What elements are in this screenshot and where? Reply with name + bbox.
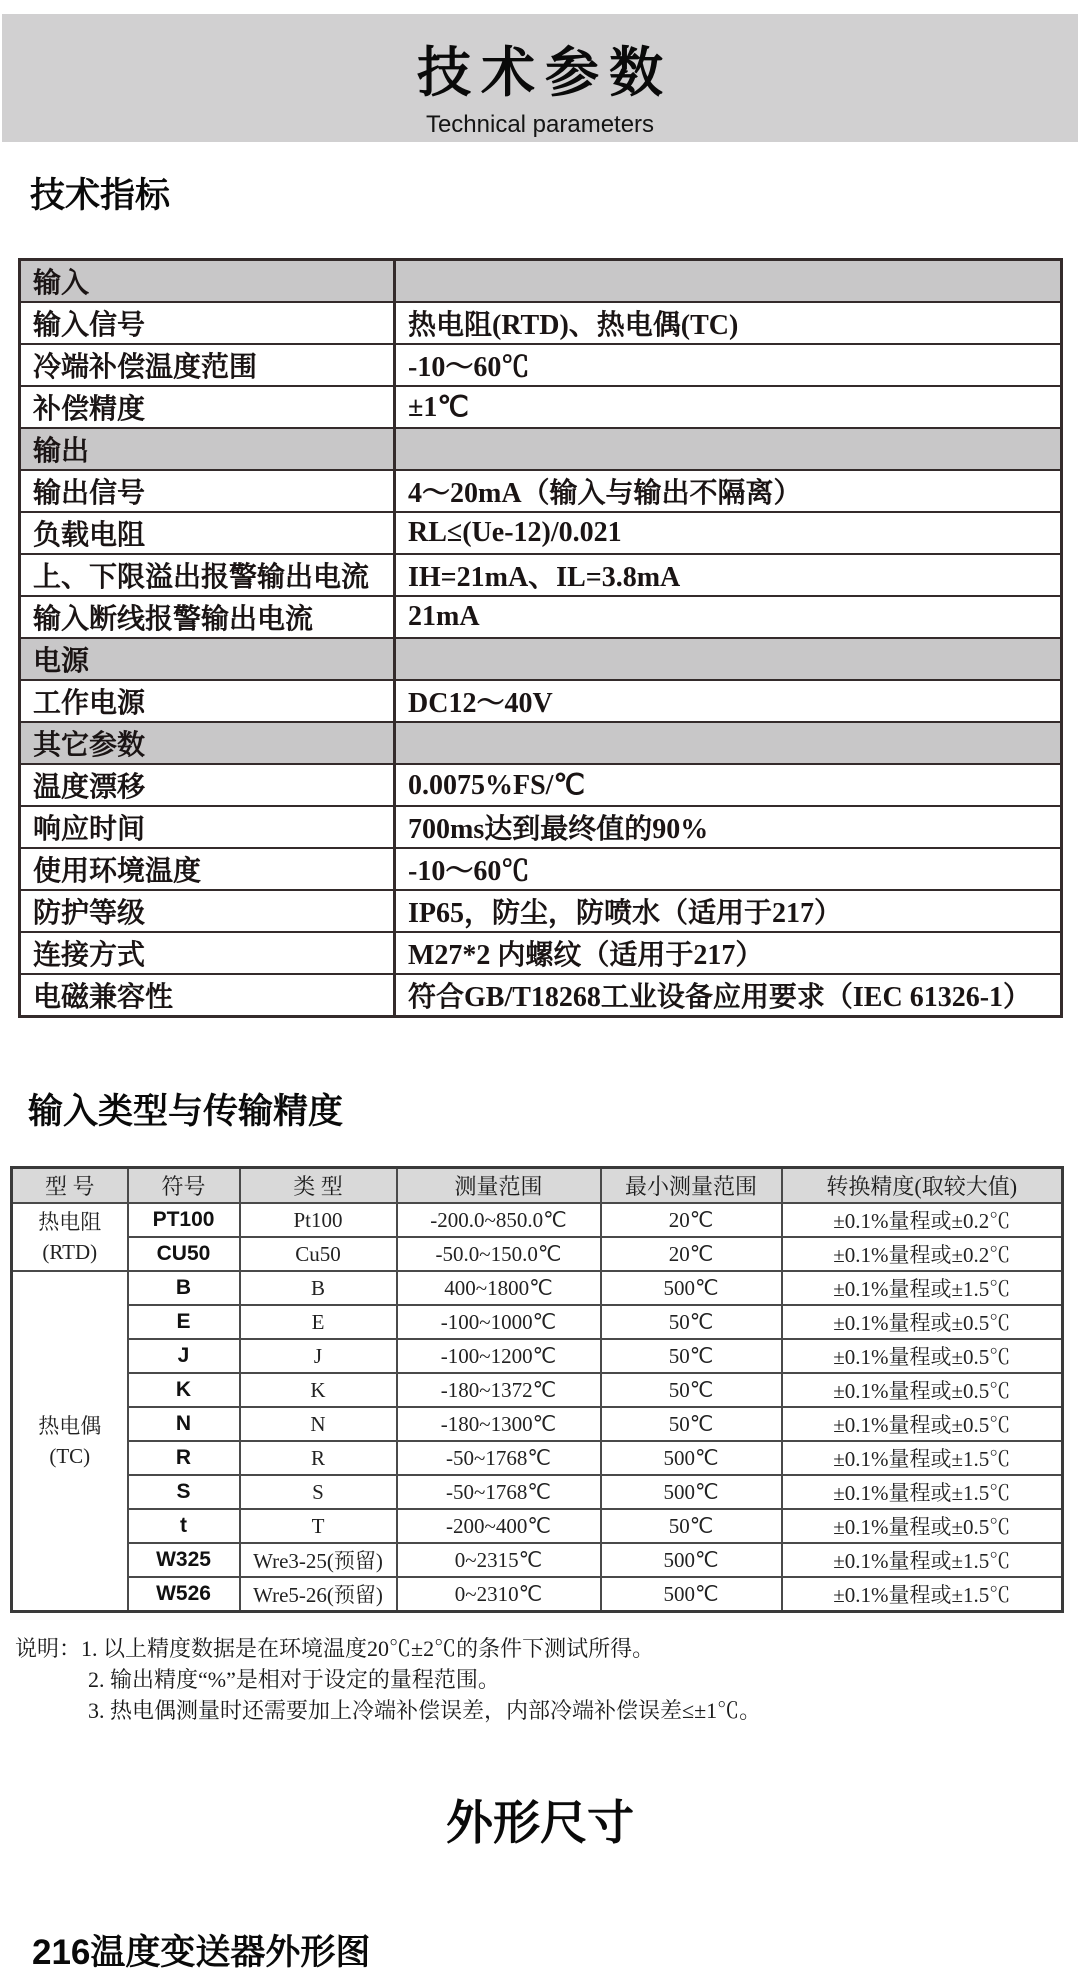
spec-section-row <box>20 428 1062 470</box>
input-accuracy: ±0.1%量程或±1.5℃ <box>782 1271 1063 1305</box>
input-row <box>12 1509 1063 1543</box>
spec-label: 补偿精度 <box>20 386 395 428</box>
spec-section-row <box>20 260 1062 303</box>
spec-label: 上、下限溢出报警输出电流 <box>20 554 395 596</box>
input-table-body <box>12 1203 1063 1612</box>
spec-row <box>20 890 1062 932</box>
input-kind: T <box>240 1509 397 1543</box>
input-min-range: 500℃ <box>601 1441 782 1475</box>
input-row <box>12 1237 1063 1271</box>
input-range: -100~1000℃ <box>397 1305 601 1339</box>
spec-label: 负载电阻 <box>20 512 395 554</box>
spec-label: 温度漂移 <box>20 764 395 806</box>
input-accuracy: ±0.1%量程或±1.5℃ <box>782 1577 1063 1612</box>
input-range: -100~1200℃ <box>397 1339 601 1373</box>
input-symbol: W526 <box>128 1577 240 1612</box>
spec-value: 热电阻(RTD)、热电偶(TC) <box>395 302 1062 344</box>
spec-label: 冷端补偿温度范围 <box>20 344 395 386</box>
input-min-range: 20℃ <box>601 1237 782 1271</box>
input-column-header: 类 型 <box>240 1168 397 1204</box>
spec-label: 其它参数 <box>20 722 395 764</box>
input-range: -180~1300℃ <box>397 1407 601 1441</box>
input-min-range: 50℃ <box>601 1305 782 1339</box>
input-kind: S <box>240 1475 397 1509</box>
input-min-range: 500℃ <box>601 1271 782 1305</box>
input-accuracy: ±0.1%量程或±1.5℃ <box>782 1475 1063 1509</box>
input-accuracy: ±0.1%量程或±0.5℃ <box>782 1407 1063 1441</box>
input-table-header-row <box>12 1168 1063 1204</box>
input-min-range: 50℃ <box>601 1407 782 1441</box>
spec-row <box>20 344 1062 386</box>
input-symbol: B <box>128 1271 240 1305</box>
spec-row <box>20 596 1062 638</box>
note-line: 2. 输出精度“%”是相对于设定的量程范围。 <box>88 1667 500 1692</box>
input-accuracy: ±0.1%量程或±1.5℃ <box>782 1441 1063 1475</box>
input-row <box>12 1407 1063 1441</box>
input-row <box>12 1441 1063 1475</box>
notes <box>15 1633 1080 1726</box>
spec-value <box>395 260 1062 303</box>
input-range: 0~2315℃ <box>397 1543 601 1577</box>
input-min-range: 50℃ <box>601 1373 782 1407</box>
input-symbol: J <box>128 1339 240 1373</box>
input-column-header: 最小测量范围 <box>601 1168 782 1204</box>
input-accuracy: ±0.1%量程或±1.5℃ <box>782 1543 1063 1577</box>
input-range: 0~2310℃ <box>397 1577 601 1612</box>
input-range: -50~1768℃ <box>397 1475 601 1509</box>
spec-label: 输入 <box>20 260 395 303</box>
input-symbol: CU50 <box>128 1237 240 1271</box>
input-symbol: W325 <box>128 1543 240 1577</box>
input-kind: N <box>240 1407 397 1441</box>
input-symbol: K <box>128 1373 240 1407</box>
input-range: 400~1800℃ <box>397 1271 601 1305</box>
spec-value: RL≤(Ue-12)/0.021 <box>395 512 1062 554</box>
input-min-range: 500℃ <box>601 1475 782 1509</box>
input-column-header: 符号 <box>128 1168 240 1204</box>
input-kind: R <box>240 1441 397 1475</box>
spec-row <box>20 512 1062 554</box>
spec-label: 连接方式 <box>20 932 395 974</box>
spec-label: 工作电源 <box>20 680 395 722</box>
tech-specs-heading: 技术指标 <box>30 176 171 215</box>
input-row <box>12 1271 1063 1305</box>
input-symbol: S <box>128 1475 240 1509</box>
spec-row <box>20 386 1062 428</box>
input-row <box>12 1203 1063 1237</box>
spec-value: 0.0075%FS/℃ <box>395 764 1062 806</box>
input-row <box>12 1577 1063 1612</box>
input-group-label: 热电阻 (RTD) <box>12 1203 128 1271</box>
spec-value: IH=21mA、IL=3.8mA <box>395 554 1062 596</box>
input-range: -200.0~850.0℃ <box>397 1203 601 1237</box>
input-symbol: E <box>128 1305 240 1339</box>
spec-value: 符合GB/T18268工业设备应用要求（IEC 61326-1） <box>395 974 1062 1017</box>
input-accuracy: ±0.1%量程或±0.2℃ <box>782 1203 1063 1237</box>
spec-label: 电磁兼容性 <box>20 974 395 1017</box>
input-row <box>12 1373 1063 1407</box>
note-line: 3. 热电偶测量时还需要加上冷端补偿误差，内部冷端补偿误差≤±1℃。 <box>88 1698 762 1723</box>
input-min-range: 50℃ <box>601 1509 782 1543</box>
dimensions-heading: 外形尺寸 <box>446 1796 634 1849</box>
page-title: 技术参数 <box>417 43 673 103</box>
input-kind: B <box>240 1271 397 1305</box>
input-types-heading: 输入类型与传输精度 <box>28 1092 344 1131</box>
spec-row <box>20 932 1062 974</box>
spec-row <box>20 470 1062 512</box>
input-kind: E <box>240 1305 397 1339</box>
note-line: 说明：1. 以上精度数据是在环境温度20℃±2℃的条件下测试所得。 <box>15 1636 655 1661</box>
spec-label: 输出信号 <box>20 470 395 512</box>
input-accuracy: ±0.1%量程或±0.5℃ <box>782 1509 1063 1543</box>
spec-value: -10～60℃ <box>395 344 1062 386</box>
input-group-label: 热电偶 (TC) <box>12 1271 128 1612</box>
input-kind: K <box>240 1373 397 1407</box>
spec-row <box>20 806 1062 848</box>
spec-value: DC12～40V <box>395 680 1062 722</box>
spec-value <box>395 428 1062 470</box>
input-kind: Wre5-26(预留) <box>240 1577 397 1612</box>
input-range: -200~400℃ <box>397 1509 601 1543</box>
notes-prefix: 说明： <box>15 1636 82 1661</box>
input-row <box>12 1339 1063 1373</box>
spec-row <box>20 764 1062 806</box>
spec-label: 输入断线报警输出电流 <box>20 596 395 638</box>
spec-section-row <box>20 722 1062 764</box>
spec-value: M27*2 内螺纹（适用于217） <box>395 932 1062 974</box>
spec-row <box>20 680 1062 722</box>
spec-label: 电源 <box>20 638 395 680</box>
input-symbol: N <box>128 1407 240 1441</box>
outline-216-heading: 216温度变送器外形图 <box>32 1933 371 1972</box>
spec-row <box>20 554 1062 596</box>
input-kind: Wre3-25(预留) <box>240 1543 397 1577</box>
spec-label: 防护等级 <box>20 890 395 932</box>
input-column-header: 测量范围 <box>397 1168 601 1204</box>
input-symbol: PT100 <box>128 1203 240 1237</box>
spec-table <box>18 258 1063 1018</box>
spec-value: IP65，防尘，防喷水（适用于217） <box>395 890 1062 932</box>
input-accuracy: ±0.1%量程或±0.5℃ <box>782 1339 1063 1373</box>
input-min-range: 500℃ <box>601 1577 782 1612</box>
input-min-range: 50℃ <box>601 1339 782 1373</box>
input-min-range: 20℃ <box>601 1203 782 1237</box>
input-kind: Cu50 <box>240 1237 397 1271</box>
spec-value: -10～60℃ <box>395 848 1062 890</box>
spec-value <box>395 638 1062 680</box>
spec-value <box>395 722 1062 764</box>
spec-value: 21mA <box>395 596 1062 638</box>
banner <box>2 14 1078 142</box>
input-row <box>12 1543 1063 1577</box>
input-kind: J <box>240 1339 397 1373</box>
input-kind: Pt100 <box>240 1203 397 1237</box>
input-symbol: R <box>128 1441 240 1475</box>
input-range: -180~1372℃ <box>397 1373 601 1407</box>
input-row <box>12 1305 1063 1339</box>
input-column-header: 转换精度(取较大值) <box>782 1168 1063 1204</box>
input-range: -50~1768℃ <box>397 1441 601 1475</box>
input-symbol: t <box>128 1509 240 1543</box>
spec-label: 响应时间 <box>20 806 395 848</box>
spec-table-body <box>20 260 1062 1017</box>
spec-row <box>20 848 1062 890</box>
input-accuracy: ±0.1%量程或±0.5℃ <box>782 1305 1063 1339</box>
spec-section-row <box>20 638 1062 680</box>
input-column-header: 型 号 <box>12 1168 128 1204</box>
input-table <box>10 1166 1064 1613</box>
input-range: -50.0~150.0℃ <box>397 1237 601 1271</box>
spec-value: 700ms达到最终值的90% <box>395 806 1062 848</box>
input-min-range: 500℃ <box>601 1543 782 1577</box>
input-accuracy: ±0.1%量程或±0.2℃ <box>782 1237 1063 1271</box>
spec-value: 4～20mA（输入与输出不隔离） <box>395 470 1062 512</box>
input-row <box>12 1475 1063 1509</box>
input-accuracy: ±0.1%量程或±0.5℃ <box>782 1373 1063 1407</box>
spec-row <box>20 302 1062 344</box>
spec-row <box>20 974 1062 1017</box>
page-subtitle: Technical parameters <box>425 111 655 138</box>
spec-label: 输入信号 <box>20 302 395 344</box>
spec-label: 输出 <box>20 428 395 470</box>
spec-label: 使用环境温度 <box>20 848 395 890</box>
spec-value: ±1℃ <box>395 386 1062 428</box>
